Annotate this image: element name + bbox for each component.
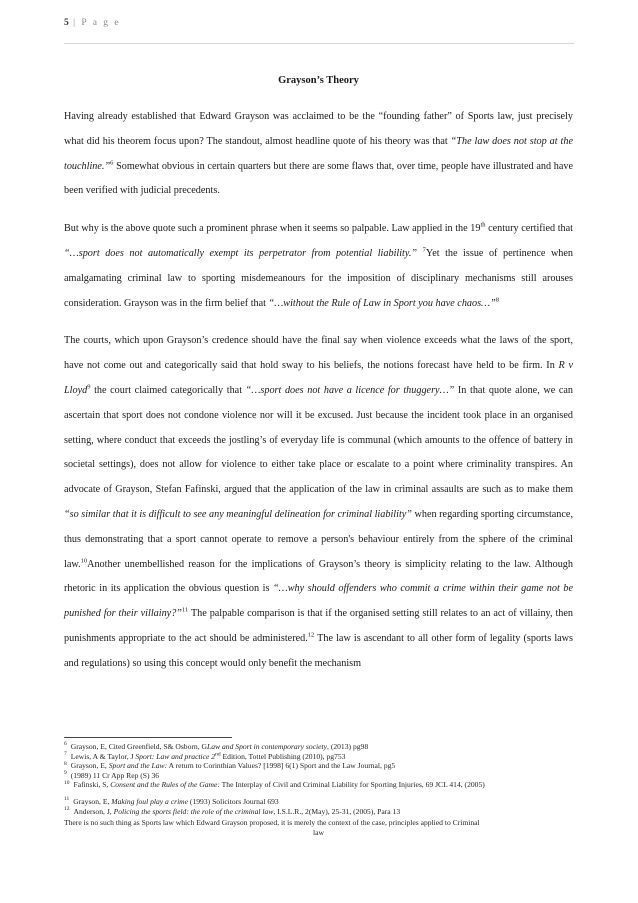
header-rule (64, 43, 574, 44)
ordinal-suffix: nd (215, 751, 221, 758)
footnote-title: Law and Sport in contemporary society (207, 742, 328, 751)
footnote-number: 6 (64, 741, 67, 748)
footnote-11 (64, 797, 573, 807)
footnote-number: 9 (64, 770, 67, 777)
footnote-text: Edition, Tottel Publishing (2010), pg753 (220, 751, 346, 761)
footnote-ref-12[interactable]: 12 (307, 631, 315, 639)
footnote-text: Grayson, E, (73, 796, 112, 806)
p2-text-a: But why is the above quote such a prominent phrase when it seems so palpable. Law applied in the 19 (64, 223, 481, 235)
footnote-6 (64, 742, 573, 752)
closing-note (64, 818, 573, 837)
footnote-title: Sport and the Law: (108, 761, 168, 771)
footnote-text: A return to Corinthian Values? [1998] 6(1) Sport and the Law Journal, pg5 (167, 761, 396, 771)
p1-text-a: Having already established that Edward Grayson was acclaimed to be the “founding father” of Sports law, just precisely what did his theorem focus upon? The standout, almost headline quote of his theory was that (64, 111, 573, 147)
footnote-10 (64, 780, 573, 790)
footnote-number: 7 (64, 751, 67, 758)
footnote-title: Consent and the Rules of the Game: (110, 780, 220, 790)
footnote-ref-8[interactable]: 8 (495, 296, 500, 304)
footnote-text: Grayson, E, (70, 761, 109, 771)
footnote-8 (64, 761, 573, 771)
p2-quote-2: “…without the Rule of Law in Sport you have chaos…” (268, 297, 496, 309)
footnote-number: 12 (64, 806, 70, 813)
footnote-text: Fafinski, S, (73, 780, 111, 790)
footnote-12 (64, 807, 573, 817)
section-title: Grayson’s Theory (278, 75, 359, 86)
p1-quote: “The law does not stop at the touchline.” (64, 135, 573, 172)
footnote-text: Grayson, E, Cited Greenfield, S& Osborn, G (70, 742, 207, 751)
paragraph-3 (64, 329, 573, 676)
footnote-text: The Interplay of Civil and Criminal Liability for Sporting Injuries, 69 JCL 414, (2005) (219, 780, 485, 790)
footnote-text: (1993) Solicitors Journal 693 (188, 796, 279, 806)
paragraph-2 (64, 217, 573, 316)
footnote-text: (1989) 11 Cr App Rep (S) 36 (70, 770, 160, 780)
p1-text-b: Somewhat obvious in certain quarters but there are some flaws that, over time, people have illustrated and have been verified with judicial precedents. (64, 160, 573, 197)
p3-text-d: when regarding sporting circumstance, thus demonstrating that a sport cannot operate to remove a person's behaviour entirely from the sphere of the criminal law. (64, 508, 573, 570)
p3-text-f: The palpable comparison is that if the organised setting still relates to an act of villainy, then punishments appropriate to the act should be administered. (64, 608, 573, 644)
footnote-7 (64, 752, 573, 762)
p2-text-c: Yet the issue of pertinence when amalgamating criminal law to sporting misdemeanours for the imposition of disciplinary mechanisms still arouses consideration. Grayson was in the firm belief that (64, 247, 574, 309)
p3-quote-2: “so similar that it is difficult to see any meaningful delineation for criminal liability” (64, 508, 412, 520)
p3-quote-1: “…sport does not have a licence for thuggery…” (245, 384, 455, 396)
p3-text-b: the court claimed categorically that (90, 384, 246, 396)
closing-note-line-2: law (313, 827, 324, 837)
footnote-ref-6[interactable]: 6 (110, 159, 114, 167)
footnote-text: , (2013) pg98 (327, 742, 369, 751)
footnotes (64, 742, 573, 837)
p3-quote-3: “…why should offenders who commit a crime within their game not be punished for their villainy?” (64, 583, 573, 620)
p3-text-e: Another unembellished reason for the implications of Grayson’s theory is simplicity relating to the law. Although rhetoric in its application the obvious question is (64, 558, 573, 595)
footnote-separator (64, 737, 232, 738)
page-number: 5 (64, 18, 69, 28)
page-header (64, 18, 121, 28)
footnote-number: 11 (64, 796, 70, 803)
footnote-ref-9[interactable]: 9 (87, 383, 91, 391)
footnote-ref-7[interactable]: 7 (422, 246, 426, 254)
footnote-text: Anderson, J, (73, 806, 114, 816)
p3-text-g: The law is ascendant to all other form of legality (sports laws and regulations) so using this concept would only benefit the mechanism (64, 632, 573, 669)
p2-text-b: century certified that (485, 223, 573, 235)
ordinal-suffix: th (480, 221, 486, 229)
p3-text-c: In that quote alone, we can ascertain that sport does not condone violence nor will it be excused. Just because the incident took place in an organised setting, where conduct that exceeds the jostling’s of everyday life is communal (which amounts to the offence of battery in societal settings), does not allow for violence to either take place or escalate to a point where criminality transpires. An advocate of Grayson, Stefan Fafinski, argued that the application of the law in criminal assaults are such as to make them (64, 384, 573, 496)
footnote-text: Lewis, A & Taylor, J (70, 751, 136, 761)
page-separator: | (68, 18, 82, 28)
footnote-ref-10[interactable]: 10 (80, 557, 88, 565)
p3-text-a: The courts, which upon Grayson’s credence should have the final say when violence exceeds what the laws of the sport, have not come out and categorically said that hold sway to his beliefs, the notions forecast have held to be firm. In (64, 335, 573, 372)
footnote-9 (64, 771, 573, 781)
page-word: P a g e (81, 18, 121, 28)
footnote-title: Making foul play a crime (111, 796, 189, 806)
footnote-ref-11[interactable]: 11 (181, 606, 189, 614)
case-name: R v Lloyd (64, 360, 573, 396)
footnote-number: 8 (64, 760, 67, 767)
footnote-title: Policing the sports field: the role of the criminal law (113, 806, 274, 816)
p2-quote-1: “…sport does not automatically exempt its perpetrator from potential liability.” (64, 247, 418, 259)
footnote-text: , I.S.L.R., 2(May), 25-31, (2005), Para 13 (273, 806, 401, 816)
closing-note-line-1: There is no such thing as Sports law which Edward Grayson proposed, it is merely the context of the case, principles applied to Criminal (64, 818, 480, 828)
document-body (64, 74, 573, 690)
footnote-number: 10 (64, 779, 70, 786)
footnote-title: Sport: Law and practice 2 (135, 751, 216, 761)
paragraph-1 (64, 105, 573, 204)
